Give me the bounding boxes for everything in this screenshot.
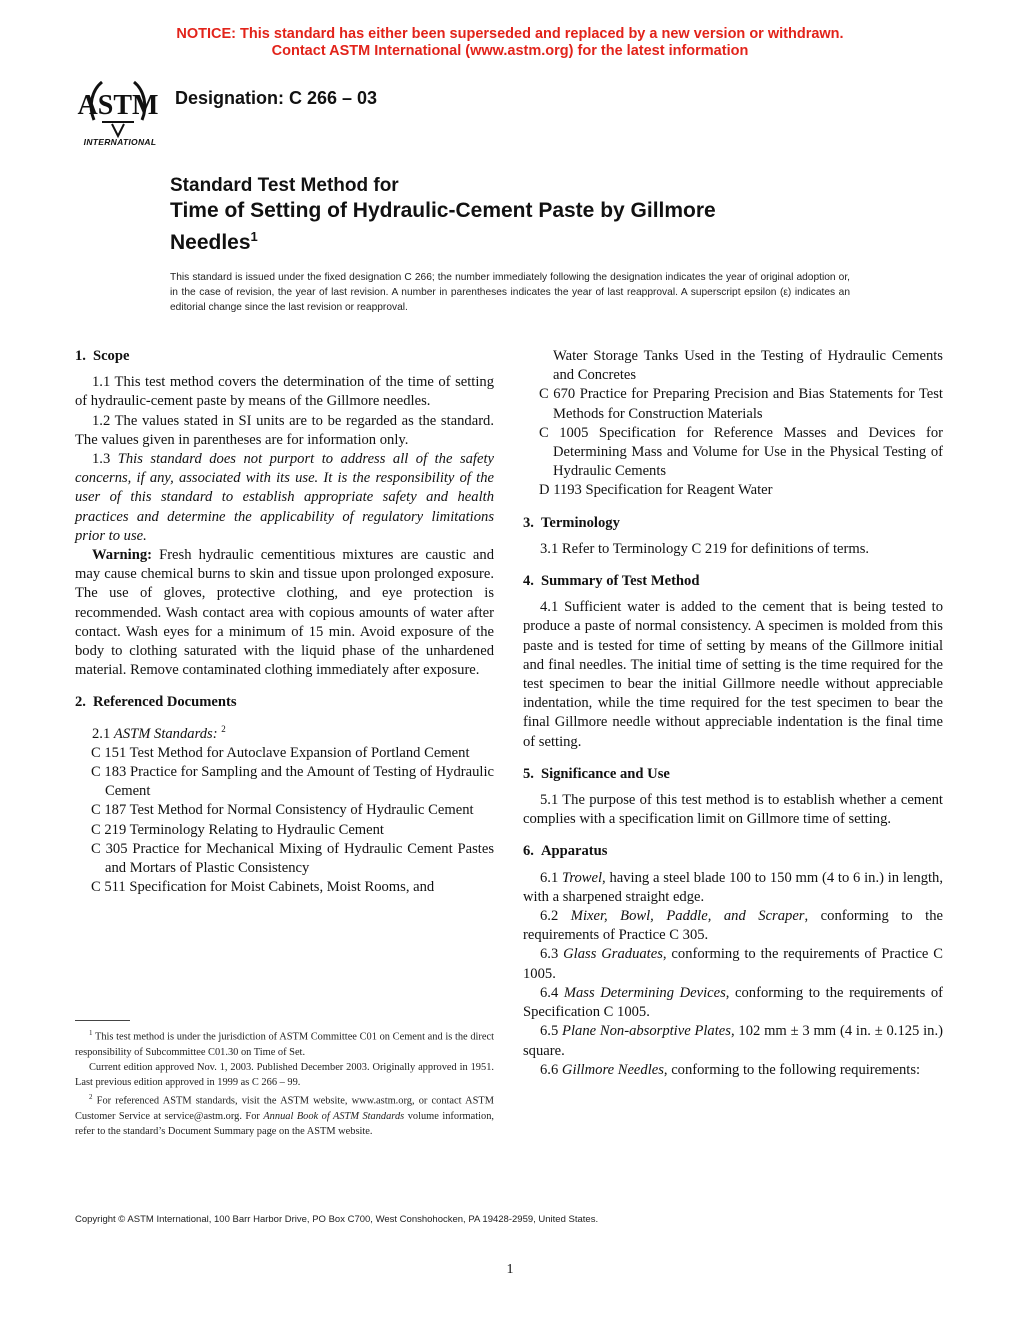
notice-line-1: NOTICE: This standard has either been superseded and replaced by a new version or withdrawn.	[176, 26, 844, 42]
title-line-3	[170, 224, 930, 256]
title-line-2: Time of Setting of Hydraulic-Cement Paste by Gillmore	[170, 199, 716, 222]
issued-note: This standard is issued under the fixed designation C 266; the number immediately following the designation indicates the year of original adoption or, in the case of revision, the year of last revision. A number in parentheses indicates the year of last reapproval. A superscript epsilon (ε) indicates an editorial change since the last revision or reapproval.	[170, 272, 850, 313]
reference-item: C 187 Test Method for Normal Consistency of Hydraulic Cement	[91, 802, 474, 819]
reference-item: C 670 Practice for Preparing Precision and Bias Statements for Test Methods for Construction Materials	[539, 386, 943, 422]
reference-item: D 1193 Specification for Reagent Water	[539, 482, 773, 499]
reference-item: C 183 Practice for Sampling and the Amount of Testing of Hydraulic Cement	[91, 763, 494, 800]
footnote-divider	[75, 1020, 130, 1021]
reference-item: C 219 Terminology Relating to Hydraulic Cement	[91, 821, 384, 838]
footnote-1: $^1$ This test method is under the jurisdiction of ASTM Committee C01 on Cement and is the direct responsibility of Subcommittee C01.30 on Time of Set.	[75, 1029, 494, 1058]
copyright: Copyright © ASTM International, 100 Barr Harbor Drive, PO Box C700, West Conshohocken, PA 19428-2959, United States.	[75, 1214, 599, 1225]
footnotes	[75, 1026, 494, 1139]
section-heading-significance: 5. Significance and Use	[523, 765, 670, 782]
document-title	[170, 174, 930, 256]
paragraph-1-1: 1.1 This test method covers the determination of the time of setting of hydraulic-cement paste by means of the Gillmore needles.	[75, 374, 494, 410]
paragraph-1-2: 1.2 The values stated in SI units are to be regarded as the standard. The values given in parentheses are for information only.	[75, 412, 494, 448]
apparatus-item: 6.4 Mass Determining Devices, conforming to the requirements of Specification C 1005.	[523, 984, 944, 1021]
reference-item: C 1005 Specification for Reference Masses and Devices for Determining Mass and Volume for Use in the Physical Testing of Hydraulic Cements	[539, 424, 943, 480]
apparatus-item: 6.3 Glass Graduates, conforming to the requirements of Practice C 1005.	[523, 946, 944, 982]
paragraph-3-1: 3.1 Refer to Terminology C 219 for definitions of terms.	[540, 540, 870, 557]
reference-item: C 305 Practice for Mechanical Mixing of Hydraulic Cement Pastes and Mortars of Plastic Consistency	[91, 840, 494, 876]
paragraph-1-3: 1.3 This standard does not purport to address all of the safety concerns, if any, associated with its use. It is the responsibility of the user of this standard to establish appropriate safety and health practices and determine the applicability of regulatory limitations prior to use.	[75, 451, 494, 544]
logo-subtitle: INTERNATIONAL	[83, 137, 157, 147]
notice-line-2: Contact ASTM International (www.astm.org) for the latest information	[271, 43, 749, 59]
paragraph-4-1: 4.1 Sufficient water is added to the cement that is being tested to produce a paste of normal consistency. A specimen is molded from this paste and is tested for time of setting by means of the Gillmore initial and final needles. The initial time of setting is the time required for the test specimen to bear the initial Gillmore needle without appreciable indentation, while the time required for the test specimen to bear the final Gillmore needle without appreciable indentation is the final time of setting.	[523, 599, 943, 750]
warning-paragraph: Warning: Fresh hydraulic cementitious mixtures are caustic and may cause chemical burns to skin and tissue upon prolonged exposure. The use of gloves, protective clothing, and eye protection is recommended. Wash contact area with copious amounts of water after contact. Wash eyes for a minimum of 15 min. Avoid exposure of the body to clothing saturated with the liquid phase of the unhardened material. Remove contaminated clothing immediately after exposure.	[75, 547, 494, 679]
title-line-1: Standard Test Method for	[170, 175, 399, 196]
paragraph-5-1: 5.1 The purpose of this test method is to establish whether a cement complies with a specification limit on Gillmore time of setting.	[523, 792, 943, 828]
section-heading-summary: 4. Summary of Test Method	[523, 573, 700, 590]
footnote-1-continued: Current edition approved Nov. 1, 2003. Published December 2003. Originally approved in 1951. Last previous edition approved in 1999 as C 266 – 99.	[75, 1061, 494, 1089]
designation: Designation: C 266 – 03	[175, 88, 378, 108]
section-heading-terminology: 3. Terminology	[523, 514, 620, 531]
apparatus-item: 6.5 Plane Non-absorptive Plates, 102 mm ± 3 mm (4 in. ± 0.125 in.) square.	[523, 1023, 943, 1059]
section-heading-scope: 1. Scope	[75, 348, 130, 364]
section-heading-apparatus: 6. Apparatus	[523, 843, 608, 860]
title-line-3-text: Needles	[170, 231, 251, 254]
section-heading-referenced-documents: 2. Referenced Documents	[75, 694, 237, 711]
page-number: 1	[506, 1262, 514, 1277]
title-footnote-mark: 1	[250, 229, 258, 244]
reference-item: C 511 Specification for Moist Cabinets, Moist Rooms, and	[91, 879, 435, 896]
apparatus-item: 6.2 Mixer, Bowl, Paddle, and Scraper, conforming to the requirements of Practice C 305.	[523, 908, 943, 944]
right-column	[523, 347, 943, 1080]
reference-item: C 151 Test Method for Autoclave Expansion of Portland Cement	[91, 744, 470, 761]
logo-text: ASTM	[77, 90, 159, 121]
footnote-2: $^2$ For referenced ASTM standards, visit the ASTM website, www.astm.org, or contact ASTM Customer Service at service@astm.org. For Annual Book of ASTM Standards volume information, refer to the standard’s Document Summary page on the ASTM website.	[75, 1093, 494, 1138]
reference-item-continued: Water Storage Tanks Used in the Testing of Hydraulic Cements and Concretes	[553, 348, 943, 384]
apparatus-item: 6.1 Trowel, having a steel blade 100 to 150 mm (4 to 6 in.) in length, with a sharpened straight edge.	[523, 869, 944, 905]
apparatus-item: 6.6 Gillmore Needles, conforming to the following requirements:	[540, 1061, 921, 1078]
paragraph-2-1: 2.1 ASTM Standards: $^2$	[92, 723, 226, 742]
left-column	[75, 347, 494, 897]
notice-banner	[0, 26, 1020, 60]
